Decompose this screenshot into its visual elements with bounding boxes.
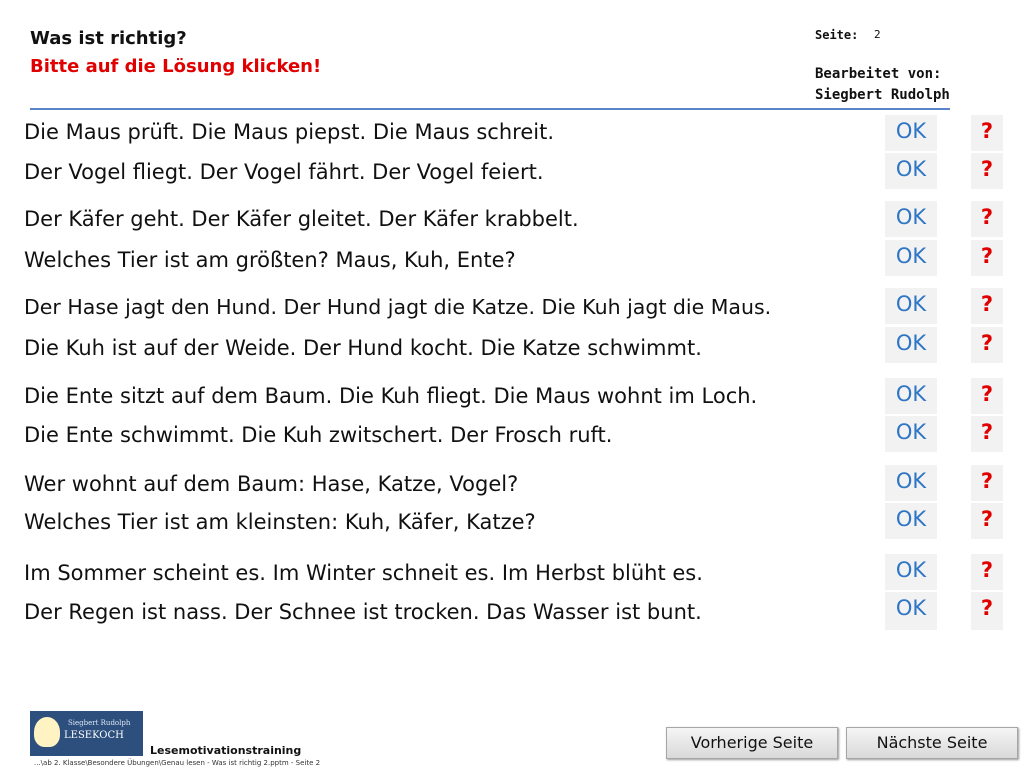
ok-button-1[interactable] xyxy=(885,115,937,151)
sentence-9: Wer wohnt auf dem Baum: Hase, Katze, Vogel? xyxy=(24,472,519,496)
ok-button-5[interactable] xyxy=(885,288,937,324)
question-button-10[interactable] xyxy=(971,503,1003,539)
sentence-1: Die Maus prüft. Die Maus piepst. Die Maus schreit. xyxy=(24,120,554,144)
ok-button-12[interactable] xyxy=(885,592,937,630)
ok-button-10[interactable] xyxy=(885,503,937,539)
instruction-text: Bitte auf die Lösung klicken! xyxy=(30,56,322,77)
question-label: ? xyxy=(980,205,994,229)
ok-label: OK xyxy=(895,331,927,355)
question-label: ? xyxy=(980,507,994,531)
question-label: ? xyxy=(980,157,994,181)
footer-path: ...\ab 2. Klasse\Besondere Übungen\Genau lesen - Was ist richtig 2.pptm - Seite 2 xyxy=(34,759,321,767)
question-label: ? xyxy=(980,382,994,406)
sentence-3: Der Käfer geht. Der Käfer gleitet. Der Käfer krabbelt. xyxy=(24,207,579,231)
sentence-11: Im Sommer scheint es. Im Winter schneit es. Im Herbst blüht es. xyxy=(24,561,703,585)
lightbulb-icon xyxy=(34,717,60,747)
ok-button-2[interactable] xyxy=(885,153,937,189)
ok-button-3[interactable] xyxy=(885,201,937,237)
question-button-9[interactable] xyxy=(971,465,1003,501)
question-label: ? xyxy=(980,292,994,316)
ok-button-9[interactable] xyxy=(885,465,937,501)
footer-title: Lesemotivationstraining xyxy=(150,744,302,757)
question-button-6[interactable] xyxy=(971,327,1003,363)
sentence-4: Welches Tier ist am größten? Maus, Kuh, Ente? xyxy=(24,248,516,272)
sentence-10: Welches Tier ist am kleinsten: Kuh, Käfer, Katze? xyxy=(24,510,536,534)
ok-button-11[interactable] xyxy=(885,554,937,590)
sentence-8: Die Ente schwimmt. Die Kuh zwitschert. Der Frosch ruft. xyxy=(24,423,613,447)
question-button-5[interactable] xyxy=(971,288,1003,324)
sentence-6: Die Kuh ist auf der Weide. Der Hund kocht. Die Katze schwimmt. xyxy=(24,336,702,360)
ok-label: OK xyxy=(895,558,927,582)
question-button-4[interactable] xyxy=(971,240,1003,276)
question-button-3[interactable] xyxy=(971,201,1003,237)
sentence-7: Die Ente sitzt auf dem Baum. Die Kuh fliegt. Die Maus wohnt im Loch. xyxy=(24,384,758,408)
next-page-button[interactable]: Nächste Seite xyxy=(846,727,1018,759)
question-button-11[interactable] xyxy=(971,554,1003,590)
ok-button-4[interactable] xyxy=(885,240,937,276)
ok-button-8[interactable] xyxy=(885,416,937,452)
logo-name: LESEKOCH xyxy=(64,730,124,741)
page-title: Was ist richtig? xyxy=(30,28,187,49)
ok-label: OK xyxy=(895,205,927,229)
previous-page-button[interactable]: Vorherige Seite xyxy=(666,727,838,759)
ok-label: OK xyxy=(895,382,927,406)
logo xyxy=(30,711,143,756)
ok-label: OK xyxy=(895,420,927,444)
ok-label: OK xyxy=(895,596,927,620)
question-button-8[interactable] xyxy=(971,416,1003,452)
question-label: ? xyxy=(980,596,994,620)
question-label: ? xyxy=(980,244,994,268)
ok-label: OK xyxy=(895,157,927,181)
editor-label: Bearbeitet von: xyxy=(815,66,942,82)
ok-button-6[interactable] xyxy=(885,327,937,363)
question-button-7[interactable] xyxy=(971,378,1003,414)
question-label: ? xyxy=(980,558,994,582)
header-divider xyxy=(30,108,950,110)
ok-label: OK xyxy=(895,244,927,268)
question-label: ? xyxy=(980,331,994,355)
question-button-12[interactable] xyxy=(971,592,1003,630)
question-button-2[interactable] xyxy=(971,153,1003,189)
page-label: Seite: xyxy=(815,28,859,42)
sentence-5: Der Hase jagt den Hund. Der Hund jagt die Katze. Die Kuh jagt die Maus. xyxy=(24,295,772,319)
ok-label: OK xyxy=(895,292,927,316)
logo-author: Siegbert Rudolph xyxy=(68,719,131,727)
page-number: 2 xyxy=(874,28,881,41)
ok-label: OK xyxy=(895,507,927,531)
question-label: ? xyxy=(980,119,994,143)
ok-label: OK xyxy=(895,469,927,493)
question-label: ? xyxy=(980,420,994,444)
ok-label: OK xyxy=(895,119,927,143)
editor-name: Siegbert Rudolph xyxy=(815,87,950,103)
question-label: ? xyxy=(980,469,994,493)
sentence-12: Der Regen ist nass. Der Schnee ist trocken. Das Wasser ist bunt. xyxy=(24,600,702,624)
sentence-2: Der Vogel fliegt. Der Vogel fährt. Der Vogel feiert. xyxy=(24,160,544,184)
ok-button-7[interactable] xyxy=(885,378,937,414)
question-button-1[interactable] xyxy=(971,115,1003,151)
